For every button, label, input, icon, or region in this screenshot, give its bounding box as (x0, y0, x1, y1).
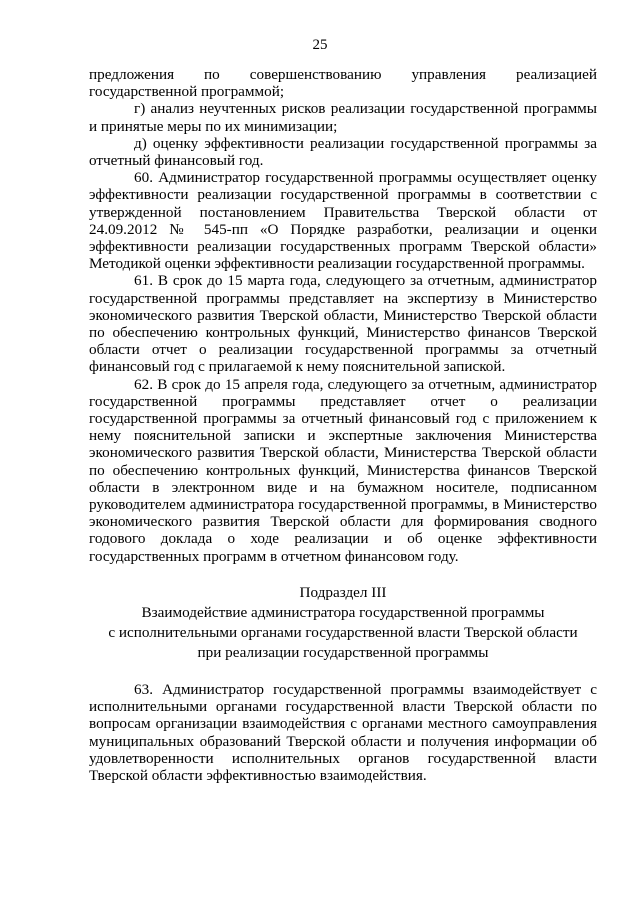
paragraph-62: 62. В срок до 15 апреля года, следующего за отчетным, администратор государственной программы представляет отчет о реализации государственной программы за отчетный финансовый год с приложением к нему пояснительной записки и экспертные заключения Министерства экономического развития Тверской области, Министерства Тверской области по обеспечению контрольных функций, Министерства финансов Тверской области в электронном виде и на бумажном носителе, подписанном руководителем администратора государственной программы, в Министерство экономического развития Тверской области для формирования сводного годового доклада о ходе реализации и об оценке эффективности государственных программ в отчетном финансовом году. (89, 375, 597, 565)
section-title-line-3: при реализации государственной программы (197, 643, 489, 661)
page-number: 25 (312, 37, 328, 53)
paragraph-63: 63. Администратор государственной программы взаимодействует с исполнительными органами государственной власти Тверской области по вопросам организации взаимодействия с органами местного самоуправления муниципальных образований Тверской области и получения информации об удовлетворенности исполнительных органов государственной власти Тверской области эффективностью взаимодействия. (89, 680, 597, 784)
paragraph-item-d: д) оценку эффективности реализации государственной программы за отчетный финансовый год. (89, 134, 597, 170)
paragraph-continuation: предложения по совершенствованию управления реализацией государственной программой; (89, 66, 597, 101)
document-body (89, 66, 597, 784)
paragraph-60: 60. Администратор государственной программы осуществляет оценку эффективности реализации государственной программы в соответствии с утвержденной постановлением Правительства Тверской области от 24.09.2012 № 545-пп «О Порядке разработки, реализации и оценки эффективности реализации государственных программ Тверской области» Методикой оценки эффективности реализации государственной программы. (89, 169, 597, 273)
section-heading (89, 583, 597, 663)
paragraph-61: 61. В срок до 15 марта года, следующего за отчетным, администратор государственной программы представляет на экспертизу в Министерство экономического развития Тверской области, Министерство Тверской области по обеспечению контрольных функций, Министерство финансов Тверской области отчет о реализации государственной программы за отчетный финансовый год с прилагаемой к нему пояснительной запиской. (89, 272, 597, 376)
section-title-line-1: Взаимодействие администратора государственной программы (141, 603, 545, 621)
paragraph-item-g: г) анализ неучтенных рисков реализации государственной программы и принятые меры по их минимизации; (89, 100, 597, 135)
section-label: Подраздел III (299, 583, 387, 601)
section-title-line-2: с исполнительными органами государственной власти Тверской области (108, 623, 578, 641)
spacer (89, 663, 597, 681)
